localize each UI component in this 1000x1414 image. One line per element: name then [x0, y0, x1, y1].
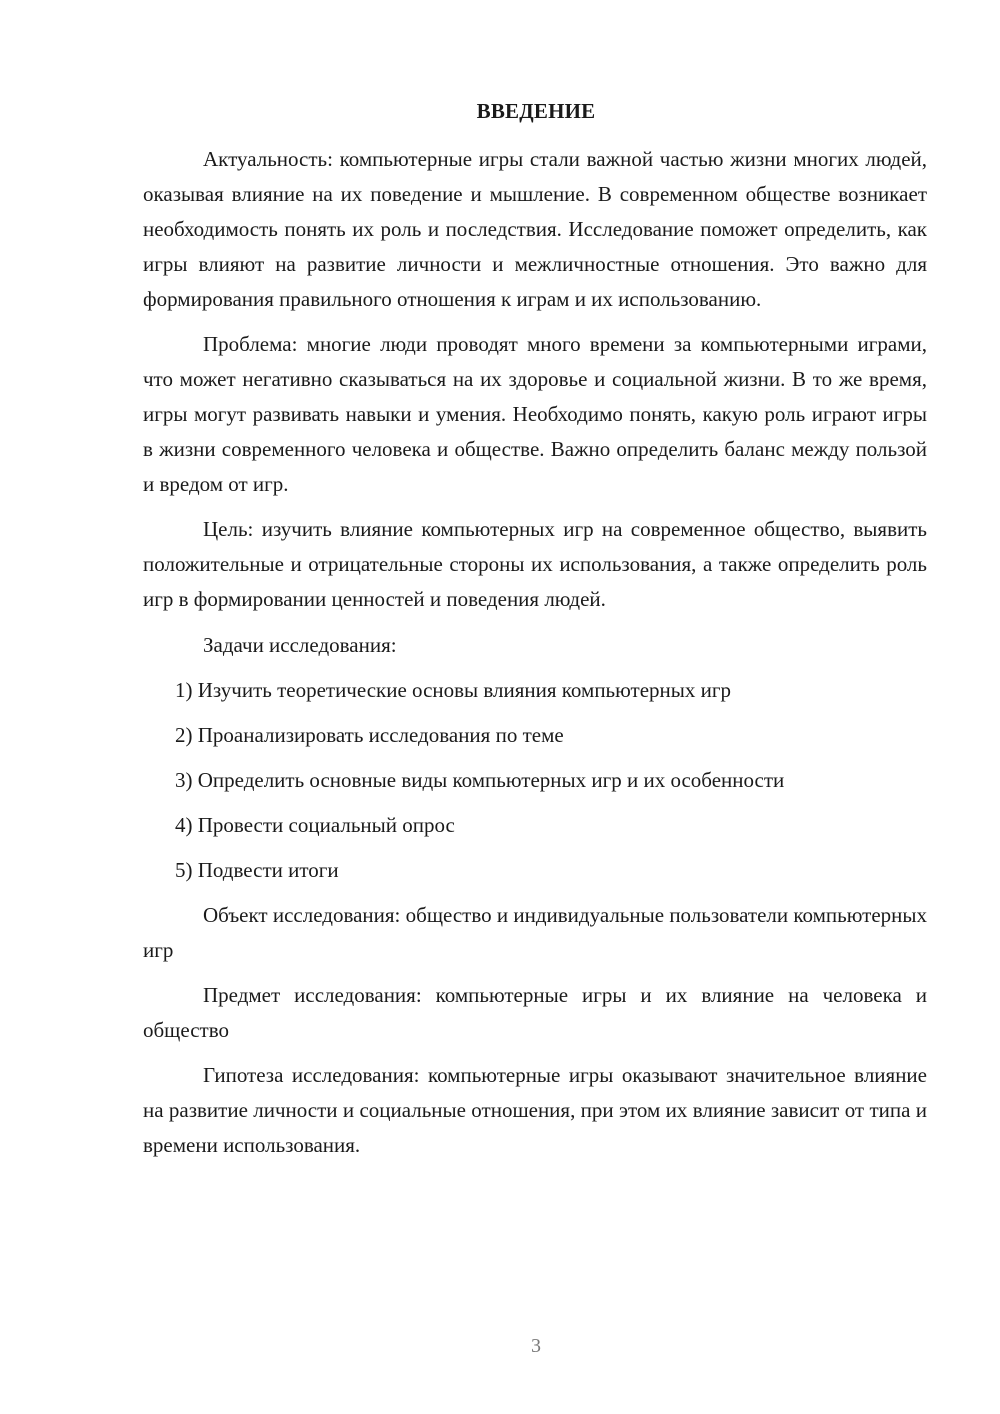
section-title: ВВЕДЕНИЕ	[476, 99, 596, 123]
document-body	[143, 142, 927, 1173]
task-item-5: 5) Подвести итоги	[175, 858, 339, 882]
task-item-4: 4) Провести социальный опрос	[175, 813, 455, 837]
task-item-3: 3) Определить основные виды компьютерных игр и их особенности	[175, 768, 785, 792]
hypothesis-paragraph: Гипотеза исследования: компьютерные игры оказывают значительное влияние на развитие личности и социальные отношения, при этом их влияние зависит от типа и времени использования.	[143, 1063, 927, 1157]
object-paragraph: Объект исследования: общество и индивидуальные пользователи компьютерных игр	[143, 903, 927, 962]
tasks-heading: Задачи исследования:	[203, 633, 397, 657]
goal-paragraph: Цель: изучить влияние компьютерных игр на современное общество, выявить положительные и отрицательные стороны их использования, а также определить роль игр в формировании ценностей и поведения людей.	[143, 517, 927, 611]
page-number: 3	[531, 1335, 541, 1357]
relevance-paragraph: Актуальность: компьютерные игры стали важной частью жизни многих людей, оказывая влияние на их поведение и мышление. В современном обществе возникает необходимость понять их роль и последствия. Исследование поможет определить, как игры влияют на развитие личности и межличностные отношения. Это важно для формирования правильного отношения к играм и их использованию.	[143, 147, 927, 311]
task-item-2: 2) Проанализировать исследования по теме	[175, 723, 564, 747]
subject-paragraph: Предмет исследования: компьютерные игры и их влияние на человека и общество	[143, 983, 927, 1042]
task-item-1: 1) Изучить теоретические основы влияния компьютерных игр	[175, 678, 731, 702]
problem-paragraph: Проблема: многие люди проводят много времени за компьютерными играми, что может негативно сказываться на их здоровье и социальной жизни. В то же время, игры могут развивать навыки и умения. Необходимо понять, какую роль играют игры в жизни современного человека и обществе. Важно определить баланс между пользой и вредом от игр.	[143, 332, 927, 496]
